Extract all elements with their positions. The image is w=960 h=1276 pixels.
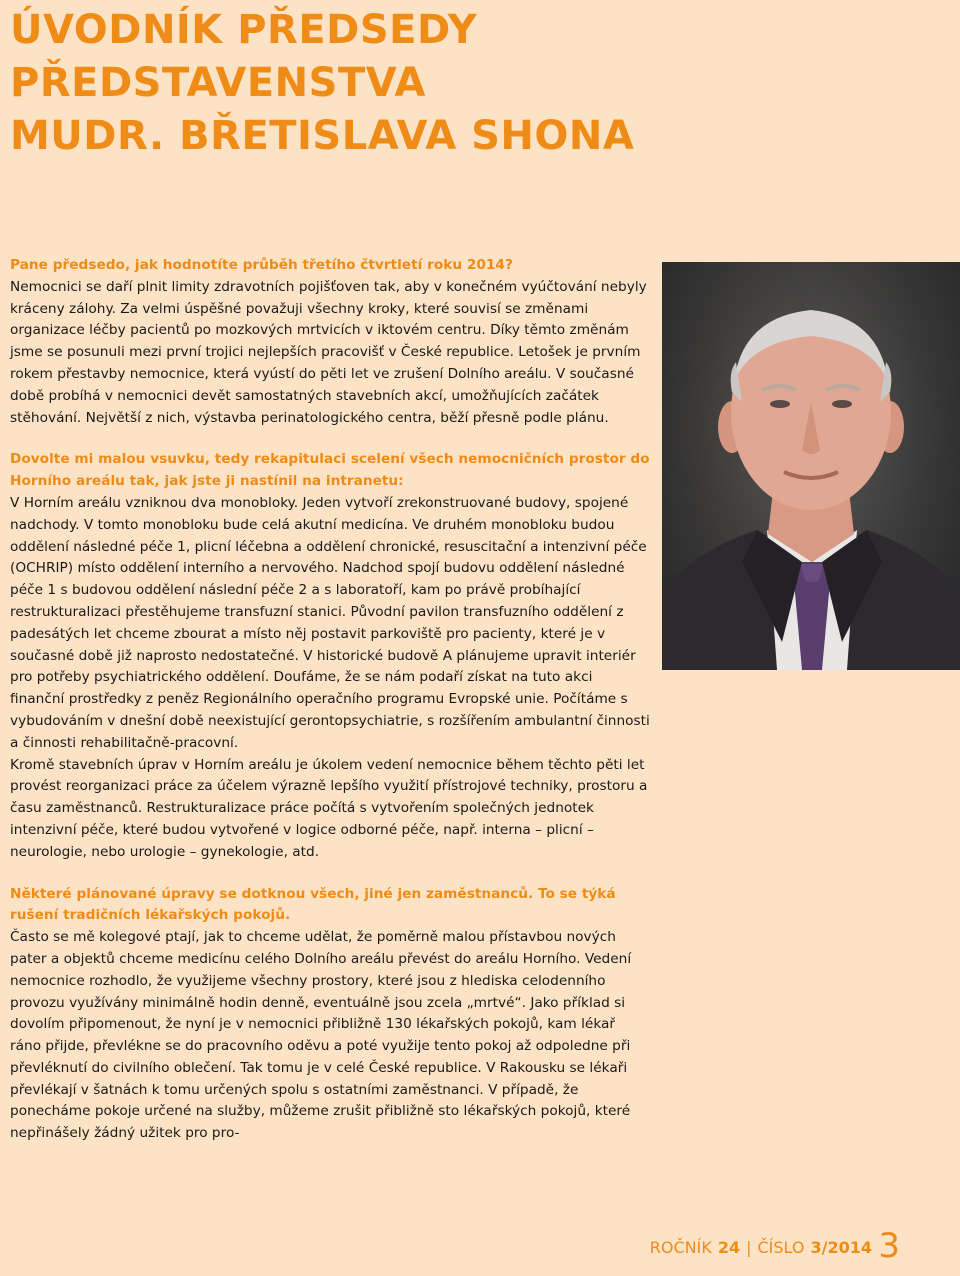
portrait-illustration: [662, 262, 960, 670]
issue-number: 3/2014: [810, 1238, 872, 1257]
section-question: Některé plánované úpravy se dotknou všech, jiné jen zaměstnanců. To se týká rušení tradičních lékařských pokojů.: [10, 885, 616, 924]
volume-label: ROČNÍK: [649, 1238, 712, 1257]
portrait-photo: [662, 262, 960, 670]
section-paragraph: Často se mě kolegové ptají, jak to chceme udělat, že poměrně malou přístavbou nových pater a objektů chceme medicínu celého Dolního areálu převést do areálu Horního. Vedení nemocnice rozhodlo, že využijeme všechny prostory, které jsou z hlediska celodenního provozu využívány minimálně hodin denně, eventuálně jsou zcela „mrtvé“. Jako příklad si dovolím připomenout, že nyní je v nemocnici přibližně 130 lékařských pokojů, kam lékař ráno přijde, převlékne se do pracovního oděvu a poté využije tento pokoj až odpoledne při převléknutí do civilního oblečení. Tak tomu je v celé České republice. V Rakousku se lékaři převlékají v šatnách k tomu určených spolu s ostatními zaměstnanci. V případě, že ponecháme pokoje určené na služby, můžeme zrušit přibližně sto lékařských pokojů, které nepřinášely žádný užitek pro pro-: [10, 929, 632, 1142]
section-paragraph: V Horním areálu vzniknou dva monobloky. Jeden vytvoří zrekonstruované budovy, spojené nadchody. V tomto monobloku bude celá akutní medicína. Ve druhém monobloku budou oddělení následné péče 1, plicní léčebna a oddělení chronické, resuscitační a intenzivní péče (OCHRIP) místo oddělení interního a nervového. Nadchod spojí budovu oddělení následné péče 1 s budovou oddělení následní péče 2 a s laboratoří, kam po právě probíhající restrukturalizaci přestěhujeme transfuzní stanici. Původní pavilon transfuzního oddělení z padesátých let chceme zbourat a místo něj postavit parkoviště pro pacienty, které je v současné době již naprosto nedostatečné. V historické budově A plánujeme upravit interiér pro potřeby psychiatrického oddělení. Doufáme, že se nám podaří získat na tuto akci finanční prostředky z peněz Regionálního operačního programu Evropské unie. Počítáme s vybudováním v dnešní době neexistující gerontopsychiatrie, s rozšířením ambulantní činnosti a činnosti rehabilitačně-pracovní.: [10, 494, 650, 751]
section-question: Pane předsedo, jak hodnotíte průběh třetího čtvrtletí roku 2014?: [10, 257, 513, 273]
title-line-3: MUDR. BŘETISLAVA SHONA: [10, 113, 635, 159]
issue-label: ČÍSLO: [757, 1238, 805, 1257]
issue-footer: [650, 1238, 872, 1257]
section-question: Dovolte mi malou vsuvku, tedy rekapitulaci scelení všech nemocničních prostor do Horního areálu tak, jak jste ji nastínil na intranetu:: [10, 451, 650, 490]
section-paragraph: Nemocnici se daří plnit limity zdravotních pojišťoven tak, aby v konečném vyúčtování nebyly kráceny zálohy. Za velmi úspěšné považuji všechny kroky, které souvisí se změnami organizace léčby pacientů po mozkových mrtvicích v iktovém centru. Díky těmto změnám jsme se posunuli mezi první trojici nejlepších pracovišť v České republice. Letošek je prvním rokem přestavby nemocnice, která vyústí do pěti let ve zrušení Dolního areálu. V současné době probíhá v nemocnici devět samostatných stavebních akcí, umožňujících začátek stěhování. Největší z nich, výstavba perinatologického centra, běží přesně podle plánu.: [10, 278, 647, 426]
page-number: 3: [878, 1226, 900, 1266]
footer-separator: |: [746, 1238, 752, 1257]
section-3: [10, 884, 650, 1146]
section-paragraph: Kromě stavebních úprav v Horním areálu je úkolem vedení nemocnice během těchto pěti let provést reorganizaci práce za účelem výrazně lepšího využití přístrojové techniky, prostoru a času zaměstnanců. Restrukturalizace práce počítá s vytvořením společných jednotek intenzivní péče, které budou vytvořené v logice odborné péče, např. interna – plicní – neurologie, nebo urologie – gynekologie, atd.: [10, 756, 648, 860]
title-line-2: PŘEDSTAVENSTVA: [10, 60, 426, 106]
article-body: [10, 255, 650, 1165]
section-1: [10, 255, 650, 429]
section-2: [10, 449, 650, 863]
volume-number: 24: [717, 1238, 741, 1257]
title-line-1: ÚVODNÍK PŘEDSEDY: [10, 7, 478, 53]
page-title: [10, 4, 634, 163]
